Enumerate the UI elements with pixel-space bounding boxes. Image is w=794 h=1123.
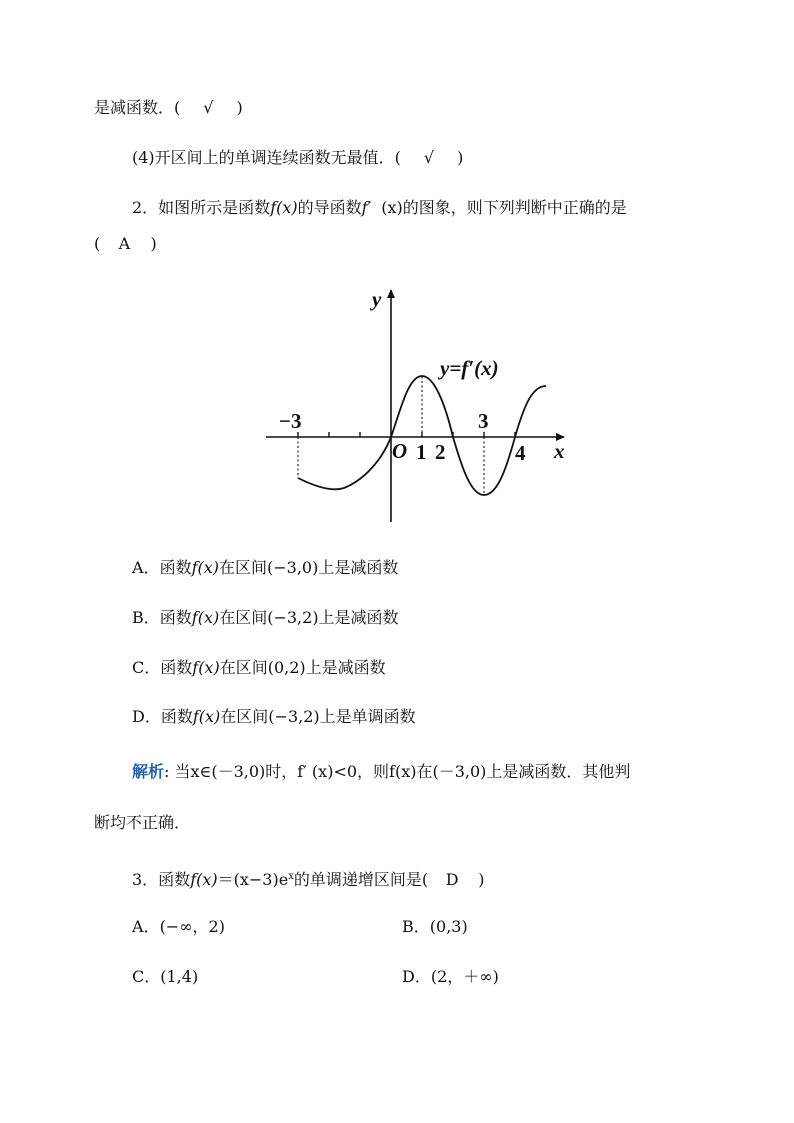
analysis-text-2: 断均不正确． bbox=[94, 813, 191, 832]
option-post: 在区间(−3,2)上是单调函数 bbox=[220, 707, 416, 726]
q3-answer-letter: D bbox=[445, 870, 459, 889]
q2-option-b[interactable] bbox=[132, 607, 399, 629]
option-post: 在区间(−3,0)上是减函数 bbox=[219, 558, 399, 577]
q3-stem-part-b: ＝(x−3)e bbox=[217, 870, 289, 889]
q2-stem-part-b: 的导函数 bbox=[297, 198, 362, 217]
option-text: (−∞，2) bbox=[159, 917, 225, 936]
q3-option-a[interactable] bbox=[132, 916, 225, 938]
q2-stem-part-c: 的图象，则下列判断中正确的是 bbox=[402, 198, 627, 217]
option-fx: f(x) bbox=[191, 558, 220, 577]
q3-stem-exponent: x bbox=[288, 871, 294, 882]
q2-analysis-line-1 bbox=[132, 761, 630, 783]
q1-item-4-text: (4)开区间上的单调连续函数无最值．( bbox=[132, 148, 401, 167]
q1-item-4 bbox=[132, 147, 463, 169]
q3-stem-part-a: 3．函数 bbox=[132, 870, 191, 889]
option-letter: C． bbox=[132, 967, 161, 986]
y-axis-label: y bbox=[372, 287, 382, 311]
q2-stem-fprime-x: (x) bbox=[381, 198, 403, 217]
q1-item-4-close: ) bbox=[457, 148, 464, 167]
tick-label-1: 1 bbox=[416, 440, 427, 464]
q3-stem-part-c: 的单调递增区间是( bbox=[293, 870, 429, 889]
option-pre: 函数 bbox=[159, 608, 192, 627]
tick-label-2: 2 bbox=[435, 440, 446, 464]
option-letter: D． bbox=[402, 967, 431, 986]
option-pre: 函数 bbox=[160, 658, 193, 677]
option-pre: 函数 bbox=[159, 558, 192, 577]
q2-stem bbox=[132, 197, 627, 219]
q2-option-d[interactable] bbox=[132, 706, 416, 728]
option-text: (2，＋∞) bbox=[430, 967, 499, 986]
q2-answer-letter: A bbox=[118, 234, 131, 253]
q2-stem-fprime: f′ bbox=[361, 198, 372, 217]
q3-answer-close: ) bbox=[478, 870, 485, 889]
tick-label-neg3: −3 bbox=[279, 409, 302, 433]
q3-stem-fx: f(x) bbox=[190, 870, 218, 889]
option-letter: B． bbox=[402, 917, 430, 936]
q2-answer-close: ) bbox=[150, 234, 157, 253]
q2-option-c[interactable] bbox=[132, 657, 386, 679]
q3-option-b[interactable] bbox=[402, 916, 468, 938]
q1-line-end-text: 是减函数．( bbox=[94, 98, 181, 117]
q3-option-c[interactable] bbox=[132, 966, 198, 988]
option-fx: f(x) bbox=[192, 707, 221, 726]
q2-stem-fx: f(x) bbox=[270, 198, 298, 217]
option-pre: 函数 bbox=[160, 707, 193, 726]
q2-stem-part-a: 2．如图所示是函数 bbox=[132, 198, 271, 217]
q1-line-end-close: ) bbox=[236, 98, 243, 117]
option-text: (1,4) bbox=[160, 967, 199, 986]
option-post: 在区间(−3,2)上是减函数 bbox=[219, 608, 399, 627]
option-fx: f(x) bbox=[192, 658, 220, 677]
q1-line-end bbox=[94, 97, 243, 119]
q2-answer-open: ( bbox=[94, 234, 101, 253]
analysis-text-1: : 当x∈(－3,0)时，f′ (x)<0，则f(x)在(－3,0)上是减函数．其他判 bbox=[164, 762, 631, 781]
analysis-label: 解析 bbox=[132, 762, 165, 781]
option-letter: A． bbox=[132, 558, 160, 577]
option-text: (0,3) bbox=[429, 917, 468, 936]
x-axis-label: x bbox=[554, 439, 565, 463]
q2-option-a[interactable] bbox=[132, 557, 398, 579]
option-letter: A． bbox=[132, 917, 160, 936]
derivative-graph bbox=[262, 282, 572, 528]
q2-answer bbox=[94, 233, 157, 255]
tick-label-4: 4 bbox=[515, 441, 526, 465]
curve-label: y=f′(x) bbox=[440, 356, 499, 380]
option-post: 在区间(0,2)上是减函数 bbox=[219, 658, 386, 677]
q1-line-end-answer: √ bbox=[203, 98, 214, 117]
option-fx: f(x) bbox=[191, 608, 220, 627]
q3-option-d[interactable] bbox=[402, 966, 499, 988]
option-letter: B． bbox=[132, 608, 160, 627]
q1-item-4-answer: √ bbox=[423, 148, 435, 167]
tick-label-3: 3 bbox=[478, 409, 489, 433]
option-letter: D． bbox=[132, 707, 161, 726]
origin-label: O bbox=[392, 439, 408, 463]
q2-analysis-line-2 bbox=[94, 812, 190, 834]
option-letter: C． bbox=[132, 658, 161, 677]
q3-stem bbox=[132, 866, 485, 891]
